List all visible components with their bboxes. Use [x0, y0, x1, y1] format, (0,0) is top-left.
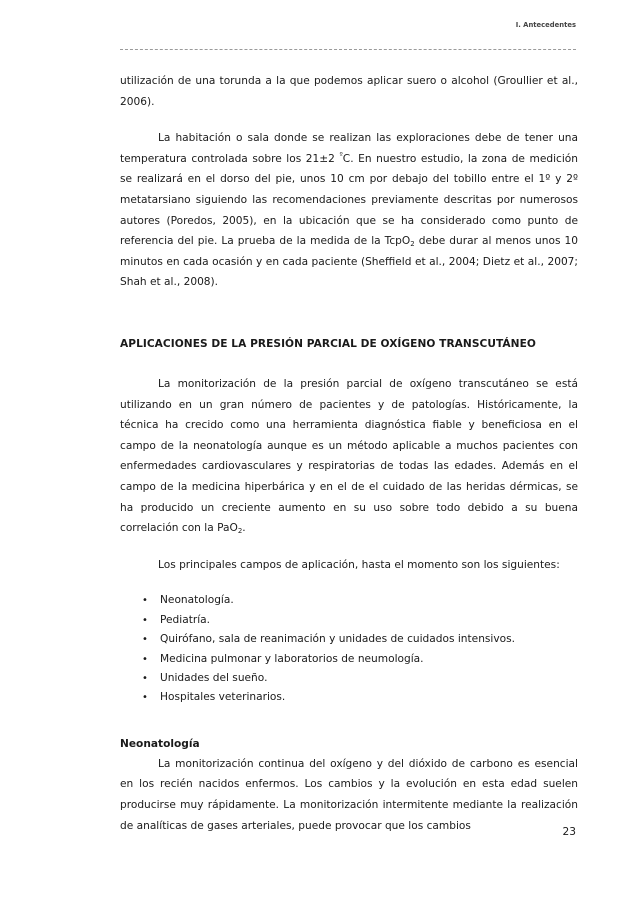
- bullet-icon: •: [142, 614, 148, 626]
- list-item: [120, 591, 578, 610]
- list-item: [120, 650, 578, 669]
- bullet-icon: •: [142, 634, 148, 646]
- section-heading: APLICACIONES DE LA PRESIÓN PARCIAL DE OXÍGENO TRANSCUTÁNEO: [120, 337, 536, 350]
- running-header: I. Antecedentes: [515, 21, 576, 29]
- paragraph-applications: [120, 374, 578, 539]
- bullet-icon: •: [142, 653, 148, 665]
- paragraph-text: La monitorización de la presión parcial de oxígeno transcutáneo se está utilizando en un gran número de pacientes y de patologías. Históricamente, la técnica ha crecido como una herramienta diagnóstica fiable y beneficiosa en el campo de la neonatología aunque es un método aplicable a muchos pacientes con enfermedades cardiovasculares y respiratorias de todas las edades. Además en el campo de la medicina hiperbárica y en el de el cuidado de las heridas dérmicas, se ha producido un creciente aumento en su uso sobre todo debido a su buena correlación con la PaO: [120, 377, 578, 535]
- list-item: [120, 688, 578, 707]
- bullet-icon: •: [142, 672, 148, 684]
- list-item-text: Quirófano, sala de reanimación y unidades de cuidados intensivos.: [160, 633, 516, 646]
- list-item: [120, 669, 578, 688]
- application-fields-list: [120, 591, 578, 707]
- header-rule: [120, 49, 576, 50]
- paragraph-text: C. En nuestro estudio, la zona de medición se realizará en el dorso del pie, unos 10 cm por debajo del tobillo entre el 1º y 2º metatarsiano siguiendo las recomendaciones previamente descritas por numerosos autores (Poredos, 2005), en la ubicación que se ha considerado como punto de referencia del pie. La prueba de la medida de la TcpO: [120, 152, 578, 248]
- subsection-heading: Neonatología: [120, 737, 200, 750]
- page-number: 23: [562, 826, 576, 838]
- bullet-icon: •: [142, 595, 148, 607]
- paragraph-text: debe durar al menos unos 10 minutos en cada ocasión y en cada paciente (Sheffield et al., 2004; Dietz et al., 2007; Shah et al., 2008).: [120, 235, 578, 289]
- paragraph-neonatology: La monitorización continua del oxígeno y del dióxido de carbono es esencial en los recién nacidos enfermos. Los cambios y la evolución en esta edad suelen producirse muy rápidamente. La monitorización intermitente mediante la realización de analíticas de gases arteriales, puede provocar que los cambios: [120, 757, 578, 832]
- paragraph-list-intro: Los principales campos de aplicación, hasta el momento son los siguientes:: [158, 558, 560, 571]
- list-item: [120, 630, 578, 649]
- bullet-icon: •: [142, 692, 148, 704]
- list-item-text: Neonatología.: [160, 594, 234, 607]
- paragraph-text: La habitación o sala donde se realizan las exploraciones debe de tener una temperatura controlada sobre los 21±2: [120, 132, 578, 165]
- page-body: [120, 71, 578, 836]
- paragraph-text: .: [242, 522, 246, 535]
- subscript: 2: [410, 240, 415, 249]
- list-item-text: Unidades del sueño.: [160, 671, 268, 684]
- list-item-text: Medicina pulmonar y laboratorios de neumología.: [160, 652, 424, 665]
- list-item-text: Hospitales veterinarios.: [160, 691, 286, 704]
- degree-symbol: º: [339, 150, 343, 159]
- list-item-text: Pediatría.: [160, 613, 210, 626]
- subscript: 2: [237, 527, 243, 536]
- paragraph-continuation: utilización de una torunda a la que podemos aplicar suero o alcohol (Groullier et al., 2006).: [120, 75, 578, 108]
- list-item: [120, 611, 578, 630]
- paragraph-room-conditions: [120, 128, 578, 293]
